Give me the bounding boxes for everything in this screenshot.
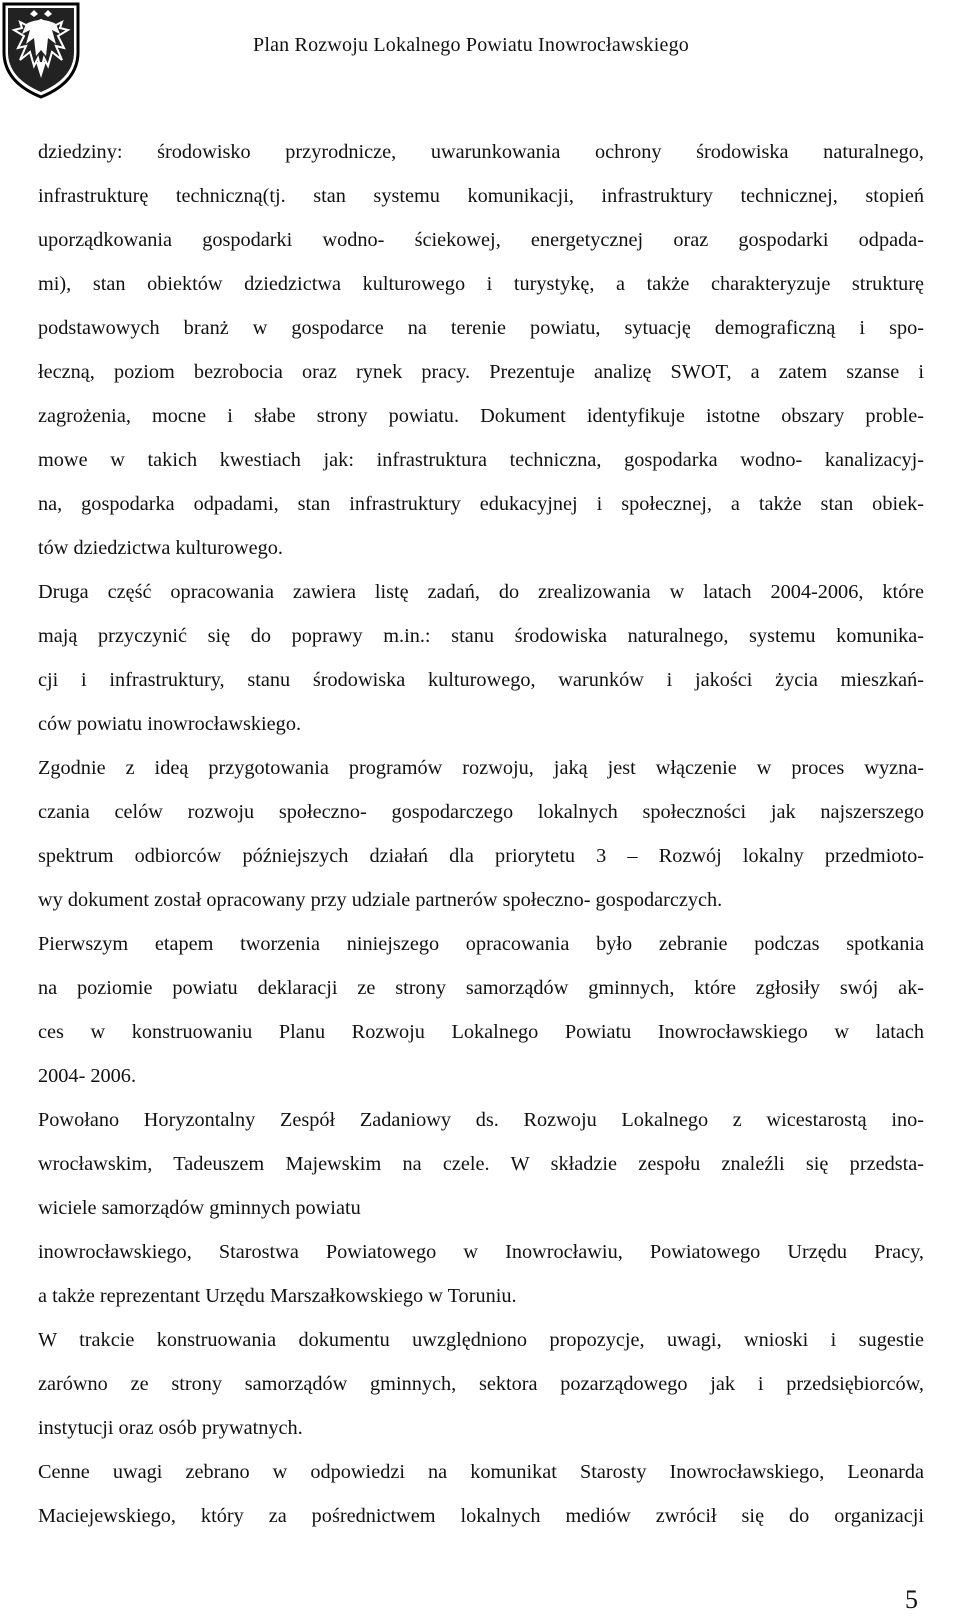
text-line: a także reprezentant Urzędu Marszałkowskiego w Toruniu. bbox=[38, 1285, 517, 1307]
text-line: Pierwszym etapem tworzenia niniejszego opracowania było zebranie podczas spotkania bbox=[38, 933, 924, 955]
header-title: Plan Rozwoju Lokalnego Powiatu Inowrocławskiego bbox=[253, 34, 689, 56]
text-line: zarówno ze strony samorządów gminnych, sektora pozarządowego jak i przedsiębiorców, bbox=[38, 1373, 924, 1395]
text-line: Powołano Horyzontalny Zespół Zadaniowy ds. Rozwoju Lokalnego z wicestarostą ino- bbox=[38, 1109, 924, 1131]
text-line: dziedziny: środowisko przyrodnicze, uwarunkowania ochrony środowiska naturalnego, bbox=[38, 141, 924, 163]
text-line: Zgodnie z ideą przygotowania programów rozwoju, jaką jest włączenie w proces wyzna- bbox=[38, 757, 924, 779]
text-line: inowrocławskiego, Starostwa Powiatowego w Inowrocławiu, Powiatowego Urzędu Pracy, bbox=[38, 1241, 924, 1263]
text-line: zagrożenia, mocne i słabe strony powiatu. Dokument identyfikuje istotne obszary proble- bbox=[38, 405, 924, 427]
text-line: mowe w takich kwestiach jak: infrastruktura techniczna, gospodarka wodno- kanalizacyj- bbox=[38, 449, 924, 471]
text-line: infrastrukturę techniczną(tj. stan systemu komunikacji, infrastruktury technicznej, stopień bbox=[38, 185, 924, 207]
text-line: Maciejewskiego, który za pośrednictwem lokalnych mediów zwrócił się do organizacji bbox=[38, 1505, 924, 1527]
text-line: wrocławskim, Tadeuszem Majewskim na czele. W składzie zespołu znaleźli się przedsta- bbox=[38, 1153, 924, 1175]
text-line: ces w konstruowaniu Planu Rozwoju Lokalnego Powiatu Inowrocławskiego w latach bbox=[38, 1021, 924, 1043]
text-line: wy dokument został opracowany przy udziale partnerów społeczno- gospodarczych. bbox=[38, 889, 723, 911]
text-line: ców powiatu inowrocławskiego. bbox=[38, 713, 302, 735]
text-line: instytucji oraz osób prywatnych. bbox=[38, 1417, 303, 1439]
text-line: 2004- 2006. bbox=[38, 1065, 137, 1087]
text-line: Cenne uwagi zebrano w odpowiedzi na komunikat Starosty Inowrocławskiego, Leonarda bbox=[38, 1461, 924, 1483]
text-line: podstawowych branż w gospodarce na terenie powiatu, sytuację demograficzną i spo- bbox=[38, 317, 924, 339]
text-line: spektrum odbiorców późniejszych działań dla priorytetu 3 – Rozwój lokalny przedmioto- bbox=[38, 845, 924, 867]
document-body bbox=[38, 130, 924, 1538]
text-line: łeczną, poziom bezrobocia oraz rynek pracy. Prezentuje analizę SWOT, a zatem szanse i bbox=[38, 361, 924, 383]
text-line: mi), stan obiektów dziedzictwa kulturowego i turystykę, a także charakteryzuje strukturę bbox=[38, 273, 924, 295]
text-line: na, gospodarka odpadami, stan infrastruktury edukacyjnej i społecznej, a także stan obiek- bbox=[38, 493, 924, 515]
text-line: wiciele samorządów gminnych powiatu bbox=[38, 1197, 361, 1219]
text-line: Druga część opracowania zawiera listę zadań, do zrealizowania w latach 2004-2006, które bbox=[38, 581, 924, 603]
page-number: 5 bbox=[905, 1585, 918, 1614]
text-line: czania celów rozwoju społeczno- gospodarczego lokalnych społeczności jak najszerszego bbox=[38, 801, 924, 823]
text-line: na poziomie powiatu deklaracji ze strony samorządów gminnych, które zgłosiły swój ak- bbox=[38, 977, 924, 999]
text-line: mają przyczynić się do poprawy m.in.: stanu środowiska naturalnego, systemu komunika- bbox=[38, 625, 924, 647]
text-line: tów dziedzictwa kulturowego. bbox=[38, 537, 283, 559]
text-line: cji i infrastruktury, stanu środowiska kulturowego, warunków i jakości życia mieszkań- bbox=[38, 669, 924, 691]
eagle-crest-icon bbox=[0, 0, 82, 100]
text-line: uporządkowania gospodarki wodno- ściekowej, energetycznej oraz gospodarki odpada- bbox=[38, 229, 924, 251]
text-line: W trakcie konstruowania dokumentu uwzględniono propozycje, uwagi, wnioski i sugestie bbox=[38, 1329, 924, 1351]
